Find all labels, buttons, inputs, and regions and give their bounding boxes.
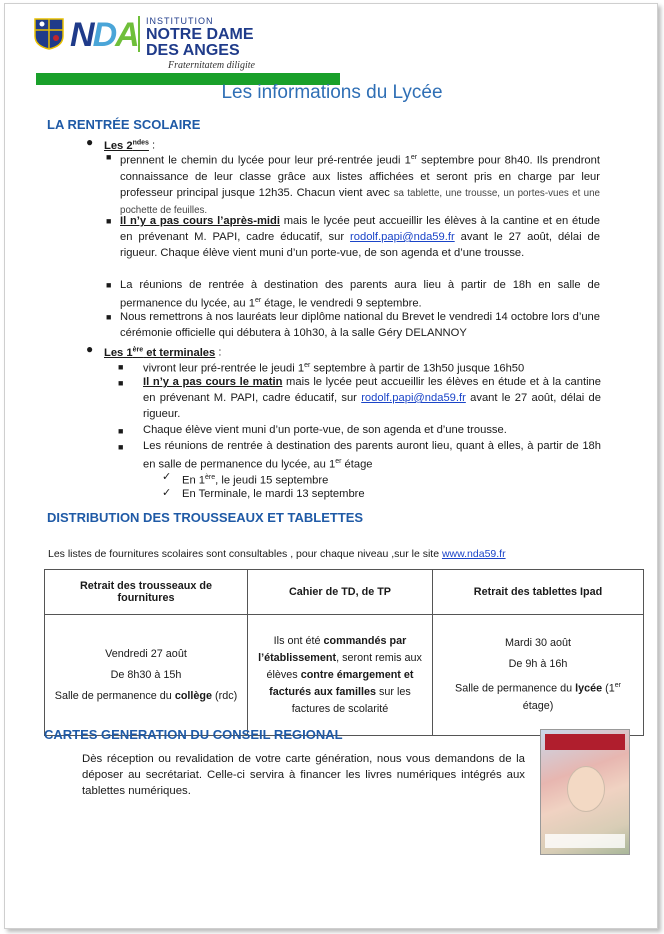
table-header: Cahier de TD, de TP <box>248 570 433 615</box>
square-bullet-icon: ■ <box>118 362 124 372</box>
email-link[interactable]: rodolf.papi@nda59.fr <box>361 392 466 404</box>
table-header: Retrait des trousseaux de fournitures <box>45 570 248 615</box>
distribution-table <box>44 569 644 736</box>
checkmark-icon: ✓ <box>162 487 172 499</box>
logo-name-line2: DES ANGES <box>146 42 240 59</box>
table-cell: Mardi 30 août De 9h à 16h Salle de permanence du lycée (1er étage) <box>433 615 644 736</box>
check-item: En Terminale, le mardi 13 septembre <box>182 488 365 500</box>
list-item: Les réunions de rentrée à destination des parents auront lieu, quant à elles, à partir de 18h en salle de permanence du lycée, au 1er étage <box>143 440 601 471</box>
logo-divider <box>138 16 140 52</box>
logo-name-line1: NOTRE DAME <box>146 26 254 43</box>
square-bullet-icon: ■ <box>106 312 112 322</box>
carte-generation-flyer-image <box>540 729 630 855</box>
square-bullet-icon: ■ <box>118 426 124 436</box>
site-link[interactable]: www.nda59.fr <box>441 548 506 560</box>
table-header: Retrait des tablettes Ipad <box>433 570 644 615</box>
email-link[interactable]: rodolf.papi@nda59.fr <box>350 231 455 243</box>
crest-icon <box>34 18 64 50</box>
table-cell: Ils ont été commandés par l’établissement, seront remis aux élèves contre émargement et facturés aux familles sur les factures de scolarité <box>248 615 433 736</box>
section-heading-rentree: LA RENTRÉE SCOLAIRE <box>47 117 201 132</box>
group-label-seconde: Les $2^{ndes}$ : <box>104 139 156 152</box>
list-item: vivront leur pré-rentrée le jeudi 1er septembre à partir de 13h50 jusque 16h50 <box>143 362 525 375</box>
group-label-premiere: Les 1ère et terminales : <box>104 346 222 359</box>
list-item: prennent le chemin du lycée pour leur pré-rentrée jeudi 1er septembre pour 8h40. Ils prendront connaissance de leur classe grâce aux listes affichées et seront pris en charge par leur professeur principal jusque 12h35. Chacun vient avec sa tablette, une trousse, un portes-vues et une pochette de feuilles. <box>120 154 600 216</box>
distribution-intro: Les listes de fournitures scolaires sont consultables , pour chaque niveau ,sur le site www.nda59.fr <box>48 548 506 560</box>
bullet-icon: ● <box>86 135 94 149</box>
square-bullet-icon: ■ <box>106 280 112 290</box>
checkmark-icon: ✓ <box>162 471 172 483</box>
list-item: Nous remettrons à nos lauréats leur diplôme national du Brevet le vendredi 14 octobre lors d’une cérémonie officielle qui débutera à 10h30, à la salle Géry DELANNOY <box>120 311 600 339</box>
page-title: Les informations du Lycée <box>221 82 443 103</box>
check-item: En 1ère, le jeudi 15 septembre <box>182 474 329 487</box>
list-item: Il n’y a pas cours l’après-midi mais le lycée peut accueillir les élèves à la cantine et en étude en prévenant M. PAPI, cadre éducatif, sur rodolf.papi@nda59.fr avant le 27 août, délai de rigueur. Chaque élève vient muni d’un porte-vue, de son agenda et d’une trousse. <box>120 215 601 259</box>
cartes-text: Dès réception ou revalidation de votre carte génération, nous vous demandons de la déposer au secrétariat. Celle-ci servira à financer les livres numériques intégrés aux tablettes numériques. <box>82 753 525 797</box>
table-cell: Vendredi 27 août De 8h30 à 15h Salle de permanence du collège (rdc) <box>45 615 248 736</box>
square-bullet-icon: ■ <box>118 442 124 452</box>
list-item: La réunions de rentrée à destination des parents aura lieu à partir de 18h en salle de permanence du lycée, au 1er étage, le vendredi 9 septembre. <box>120 279 600 310</box>
square-bullet-icon: ■ <box>106 152 112 162</box>
motto: Fraternitatem diligite <box>168 60 255 71</box>
logo-wordmark: NDA <box>70 16 138 54</box>
section-heading-cartes: CARTES GENERATION DU CONSEIL REGIONAL <box>44 727 343 742</box>
square-bullet-icon: ■ <box>118 378 124 388</box>
square-bullet-icon: ■ <box>106 216 112 226</box>
list-item: Il n’y a pas cours le matin mais le lycée peut accueillir les élèves en étude et à la cantine en prévenant M. PAPI, cadre éducatif, sur rodolf.papi@nda59.fr avant le 27 août, délai de rigueur. <box>143 376 601 420</box>
bullet-icon: ● <box>86 342 94 356</box>
section-heading-distribution: DISTRIBUTION DES TROUSSEAUX ET TABLETTES <box>47 510 364 525</box>
list-item: Chaque élève vient muni d’un porte-vue, de son agenda et d’une trousse. <box>143 424 507 436</box>
logo-institution: INSTITUTION <box>146 16 214 26</box>
